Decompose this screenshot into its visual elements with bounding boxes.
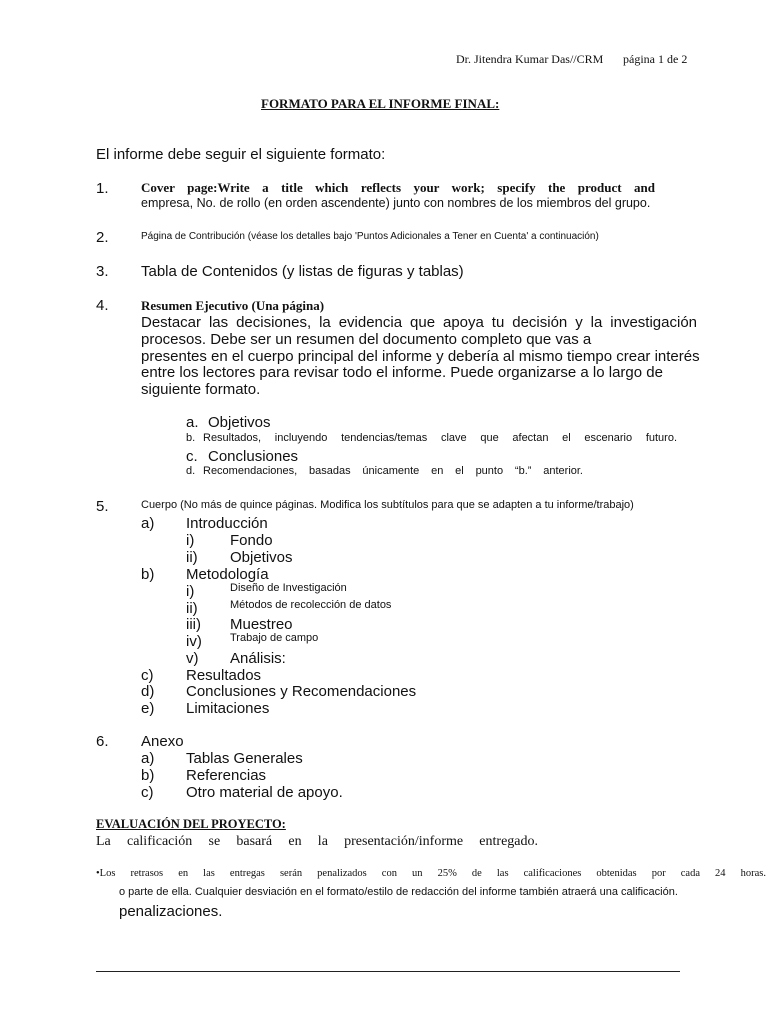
sub-section-text: Fondo [230,532,273,549]
item-number: 5. [96,498,109,515]
page-title: FORMATO PARA EL INFORME FINAL: [261,96,500,111]
sub-section-text: Análisis: [230,650,286,667]
item-4-line: entre los lectores para revisar todo el informe. Puede organizarse a lo largo de [141,364,663,381]
evaluation-note-line2: o parte de ella. Cualquier desviación en el formato/estilo de redacción del informe también atraerá una calificación. [119,886,678,898]
subitem-letter: a. [186,414,199,431]
section-text: Otro material de apoyo. [186,784,343,801]
subitem-letter: b. [186,432,196,444]
item-2-text: Página de Contribución (véase los detalles bajo 'Puntos Adicionales a Tener en Cuenta' a continuación) [141,231,599,242]
item-4-heading: Resumen Ejecutivo (Una página) [141,298,325,313]
sub-section-text: Métodos de recolección de datos [230,599,392,611]
item-number: 4. [96,297,109,314]
item-4-line: procesos. Debe ser un resumen del documento completo que vas a [141,331,592,348]
evaluation-note-line1: •Los retrasos en las entregas serán penalizados con un 25% de las calificaciones obtenidas por cada 24 horas. [96,868,766,879]
section-letter: a) [141,515,155,532]
item-number: 1. [96,180,109,197]
sub-section-text: Muestreo [230,616,293,633]
section-text: Metodología [186,566,269,583]
roman-numeral: i) [186,583,195,600]
item-number: 6. [96,733,109,750]
section-letter: b) [141,767,155,784]
subitem-text: Objetivos [208,414,271,431]
item-1-line1: Cover page:Write a title which reflects your work; specify the product and [141,180,655,195]
section-letter: e) [141,700,155,717]
subitem-text: Resultados, incluyendo tendencias/temas clave que afectan el escenario futuro. [203,432,677,444]
section-letter: c) [141,667,154,684]
section-letter: a) [141,750,155,767]
subitem-letter: d. [186,465,196,477]
roman-numeral: iv) [186,633,202,650]
section-text: Tablas Generales [186,750,303,767]
roman-numeral: ii) [186,549,198,566]
section-text: Introducción [186,515,268,532]
subitem-text: Recomendaciones, basadas únicamente en el punto “b.” anterior. [203,465,583,477]
roman-numeral: i) [186,532,195,549]
item-4-line: Destacar las decisiones, la evidencia que apoya tu decisión y la investigación [141,314,697,331]
item-5-text: Cuerpo (No más de quince páginas. Modifica los subtítulos para que se adapten a tu informe/trabajo) [141,499,634,511]
section-letter: d) [141,683,155,700]
header-page-number: página 1 de 2 [623,52,688,66]
sub-section-text: Diseño de Investigación [230,582,347,594]
evaluation-line: La calificación se basará en la presentación/informe entregado. [96,834,538,849]
item-1-line2: empresa, No. de rollo (en orden ascendente) junto con nombres de los miembros del grupo. [141,196,651,210]
section-text: Resultados [186,667,262,684]
item-number: 3. [96,263,109,280]
item-3-text: Tabla de Contenidos (y listas de figuras y tablas) [141,263,464,280]
section-text: Referencias [186,767,267,784]
header-author: Dr. Jitendra Kumar Das//CRM [456,52,604,66]
subitem-text: Conclusiones [208,448,299,465]
roman-numeral: ii) [186,600,198,617]
section-text: Limitaciones [186,700,270,717]
intro-text: El informe debe seguir el siguiente formato: [96,146,386,163]
item-4-line: presentes en el cuerpo principal del informe y debería al mismo tiempo crear interés [141,348,700,365]
evaluation-note-line3: penalizaciones. [119,903,223,920]
section-letter: b) [141,566,155,583]
item-4-line: siguiente formato. [141,381,261,398]
section-letter: c) [141,784,154,801]
item-6-text: Anexo [141,733,184,750]
item-number: 2. [96,229,109,246]
section-text: Conclusiones y Recomendaciones [186,683,417,700]
roman-numeral: iii) [186,616,201,633]
sub-section-text: Trabajo de campo [230,632,319,644]
evaluation-heading: EVALUACIÓN DEL PROYECTO: [96,817,286,831]
footer-divider [96,971,680,972]
roman-numeral: v) [186,650,199,667]
subitem-letter: c. [186,448,198,465]
sub-section-text: Objetivos [230,549,293,566]
